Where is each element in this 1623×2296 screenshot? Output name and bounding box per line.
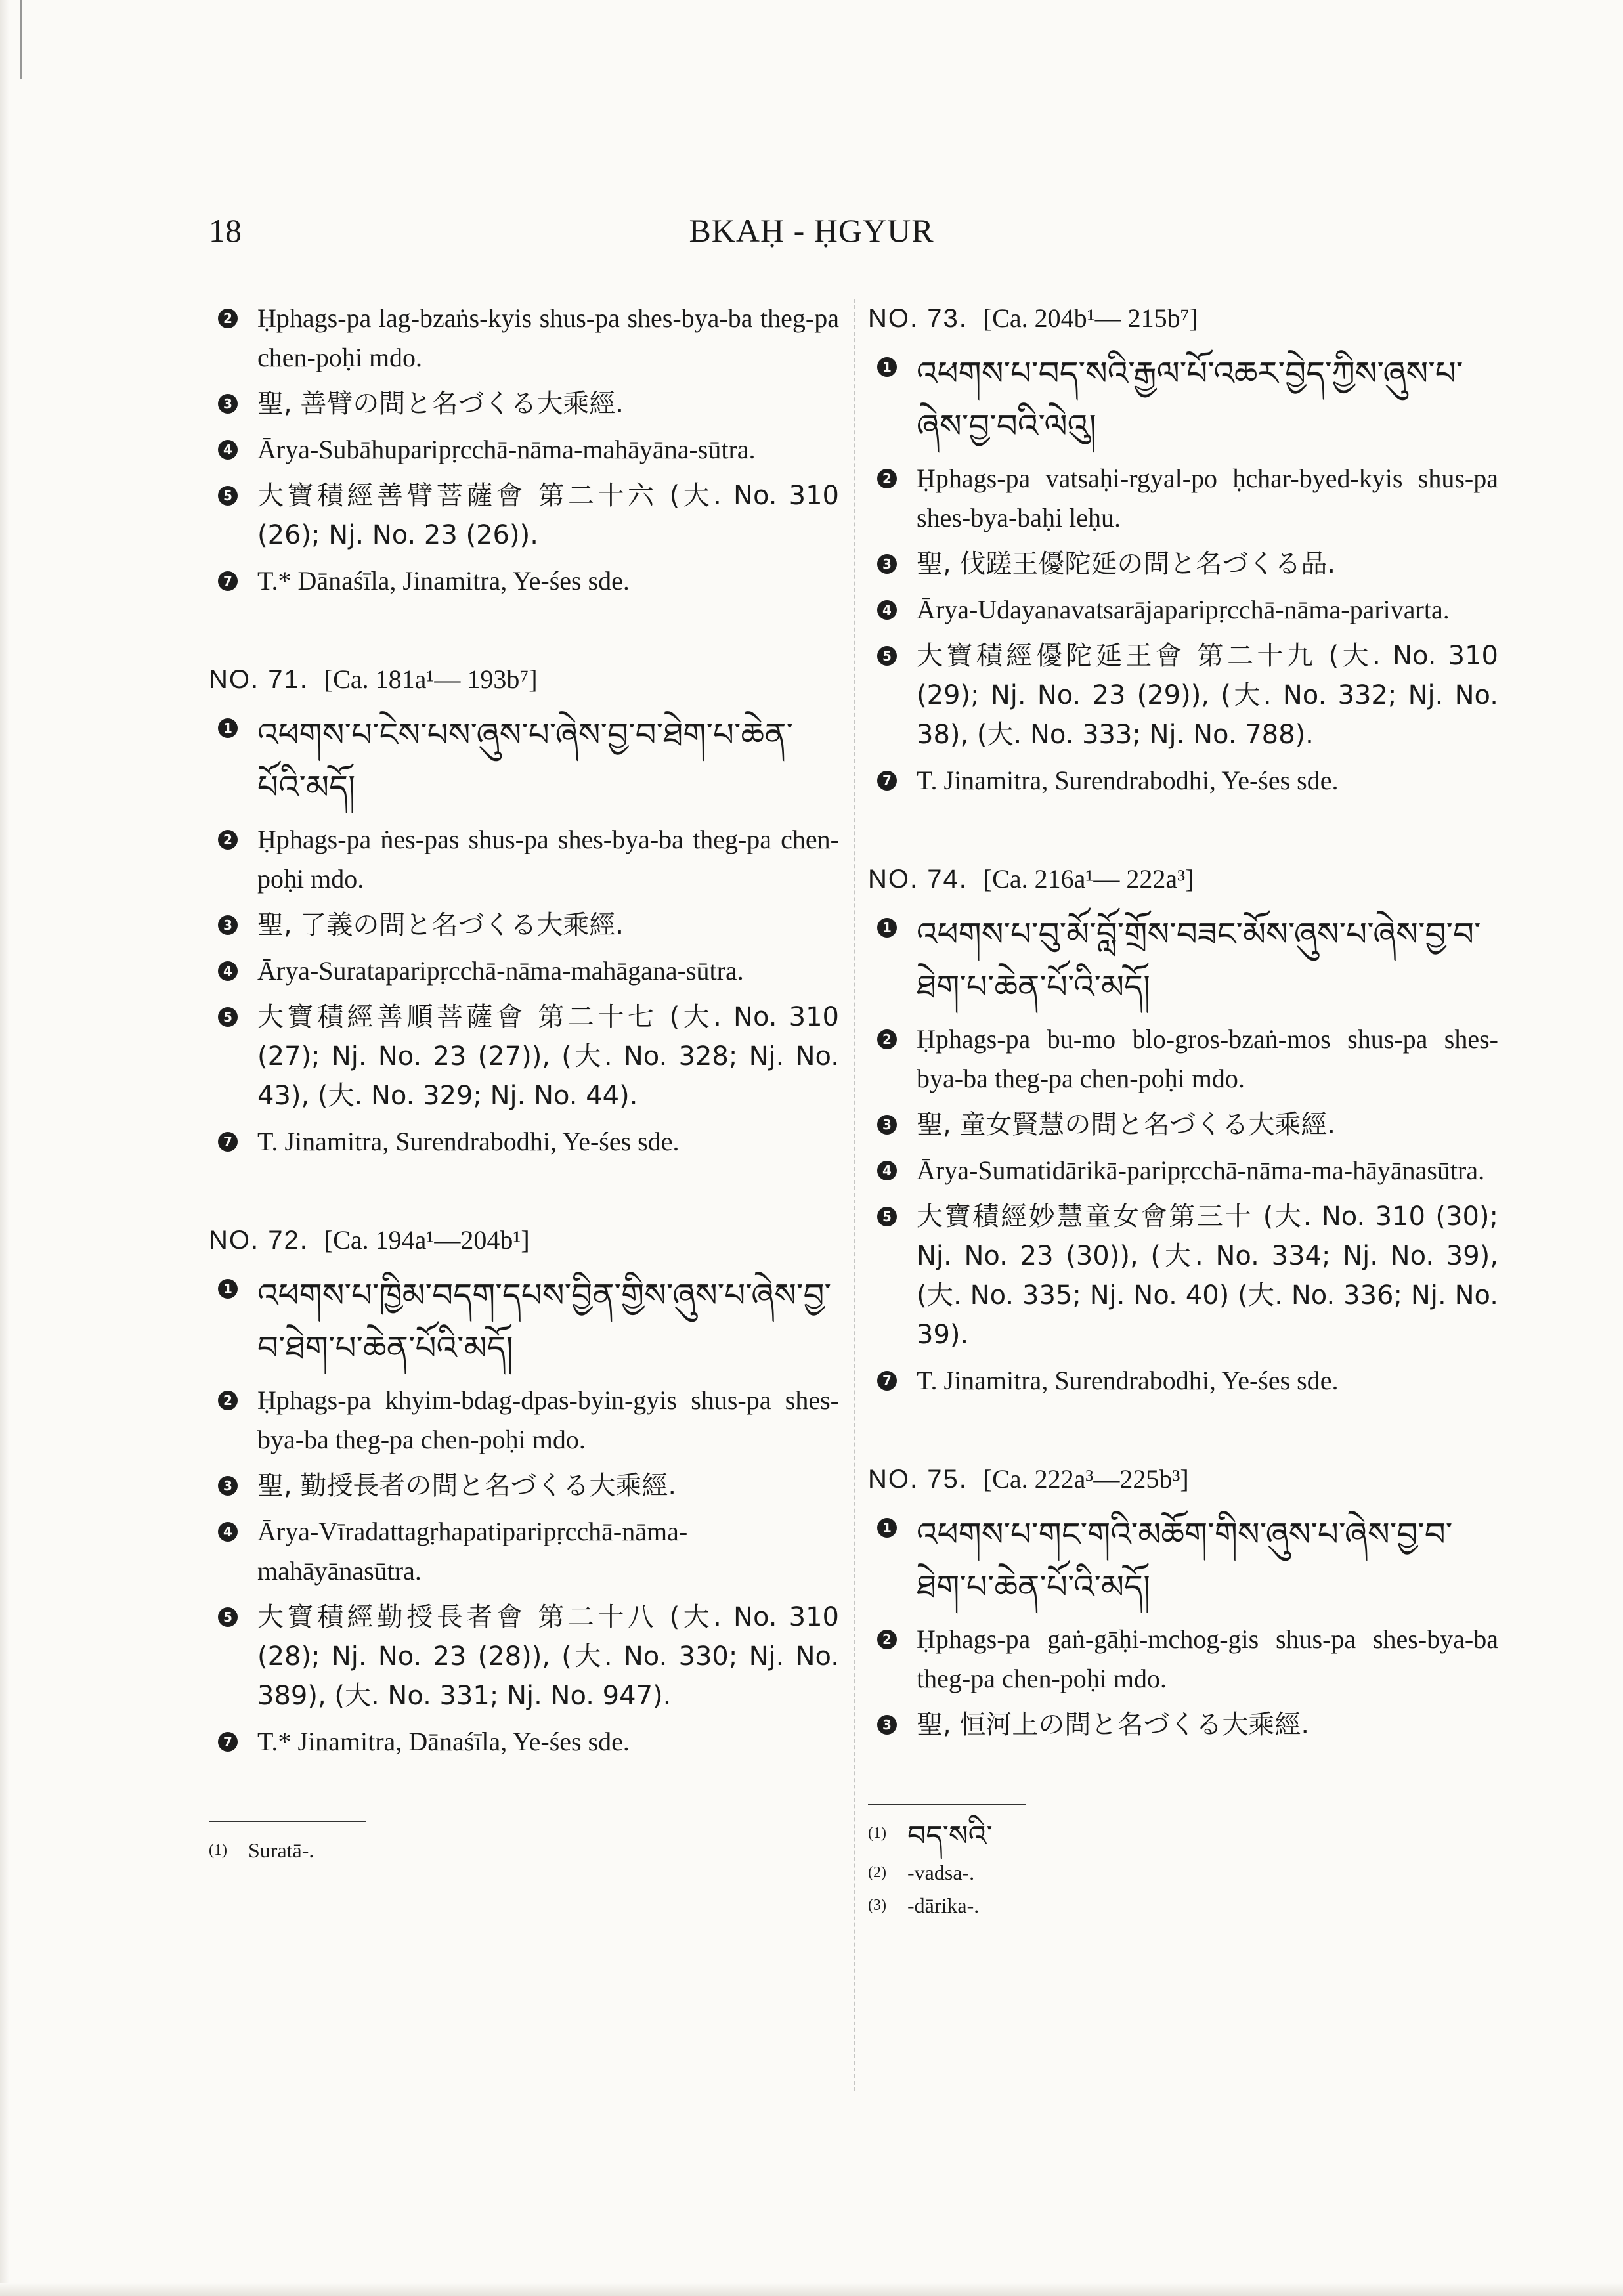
entry-text: Ḥphags-pa gaṅ-gāḥi-mchog-gis shus-pa shes-bya-ba theg-pa chen-poḥi mdo. — [917, 1624, 1498, 1693]
entry-line — [868, 459, 1498, 538]
entry-line — [868, 1508, 1498, 1613]
page-number: 18 — [209, 212, 242, 249]
entry-heading — [868, 299, 1498, 338]
footnote-mark: (2) — [868, 1864, 886, 1881]
entry-line — [209, 561, 839, 601]
circled-number-icon: 5 — [218, 1007, 238, 1027]
entry-line — [868, 1151, 1498, 1190]
entry-line — [868, 1705, 1498, 1744]
entry-line — [868, 636, 1498, 754]
circled-number-icon: 2 — [877, 1029, 897, 1049]
circled-number-icon: 3 — [877, 554, 897, 574]
entry-text: T.* Dānaśīla, Jinamitra, Ye-śes sde. — [257, 566, 630, 596]
circled-number-icon: 4 — [877, 600, 897, 620]
entry-line — [209, 299, 839, 378]
entry-line — [209, 708, 839, 813]
running-head: BKAḤ - ḤGYUR — [689, 212, 934, 249]
entry-text: 聖, 勤授長者の問と名づくる大乘經. — [257, 1471, 677, 1501]
circled-number-icon: 7 — [218, 1732, 238, 1752]
entry-text: T. Jinamitra, Surendrabodhi, Ye-śes sde. — [257, 1127, 680, 1156]
footnote — [868, 1889, 1498, 1922]
entry-line — [209, 1512, 839, 1591]
entry-text: 聖, 童女賢慧の問と名づくる大乘經. — [917, 1110, 1336, 1140]
footnote-mark: (3) — [868, 1897, 886, 1914]
entry-text: 大寶積經妙慧童女會第三十 (大. No. 310 (30); Nj. No. 23 (30)), (大. No. 334; Nj. No. 39), (大. No. 335; Nj. No. 40) (大. No. 336; Nj. No. 39). — [917, 1202, 1498, 1350]
column-divider — [854, 299, 856, 2091]
circled-number-icon: 1 — [218, 718, 238, 738]
circled-number-icon: 7 — [877, 1371, 897, 1391]
entry-text: 聖, 了義の問と名づくる大乘經. — [257, 910, 624, 940]
circled-number-icon: 3 — [218, 394, 238, 414]
right-column — [868, 299, 1498, 1922]
left-column — [209, 299, 839, 1867]
circled-number-icon: 5 — [218, 1607, 238, 1627]
entry-text: T. Jinamitra, Surendrabodhi, Ye-śes sde. — [917, 1366, 1339, 1395]
entry-heading — [868, 859, 1498, 899]
entry-text: Ārya-Vīradattagṛhapatiparipṛcchā-nāma-mahāyānasūtra. — [257, 1517, 688, 1586]
entry-line — [209, 1466, 839, 1505]
entry-text: Ārya-Udayanavatsarājaparipṛcchā-nāma-parivarta. — [917, 595, 1450, 624]
page-bottom-edge — [0, 2283, 1623, 2296]
catalog-entry — [209, 1221, 839, 1762]
footnote-text: Suratā-. — [248, 1838, 314, 1862]
circled-number-icon: 2 — [218, 309, 238, 328]
circled-number-icon: 2 — [877, 1630, 897, 1649]
catalog-entry — [209, 660, 839, 1161]
entry-text: Ḥphags-pa khyim-bdag-dpas-byin-gyis shus-pa shes-bya-ba theg-pa chen-poḥi mdo. — [257, 1385, 839, 1454]
entry-line — [868, 1361, 1498, 1400]
entry-text: T. Jinamitra, Surendrabodhi, Ye-śes sde. — [917, 766, 1339, 795]
folio-reference: [Ca. 181a¹— 193b⁷] — [324, 664, 538, 694]
circled-number-icon: 1 — [877, 357, 897, 377]
entry-text: Ḥphags-pa vatsaḥi-rgyal-po ḥchar-byed-kyis shus-pa shes-bya-baḥi leḥu. — [917, 464, 1498, 532]
circled-number-icon: 5 — [877, 1207, 897, 1226]
entry-line — [868, 544, 1498, 584]
entry-text: 聖, 伐蹉王優陀延の問と名づくる品. — [917, 549, 1336, 579]
entry-number: NO. 74. — [868, 865, 968, 894]
entry-line — [209, 1122, 839, 1161]
circled-number-icon: 4 — [877, 1161, 897, 1180]
circled-number-icon: 3 — [877, 1715, 897, 1735]
circled-number-icon: 5 — [877, 646, 897, 666]
entry-line — [868, 1197, 1498, 1354]
entry-line — [868, 1105, 1498, 1144]
circled-number-icon: 1 — [218, 1279, 238, 1299]
entry-text: Ḥphags-pa ṅes-pas shus-pa shes-bya-ba theg-pa chen-poḥi mdo. — [257, 825, 839, 894]
tibetan-title: འཕགས་པ་ངེས་པས་ཞུས་པ་ཞེས་བྱ་བ་ཐེག་པ་ཆེན་པོའི་མདོ། — [257, 716, 793, 806]
catalog-entry — [868, 299, 1498, 800]
footnote-mark: (1) — [209, 1842, 227, 1859]
catalog-entry — [868, 1460, 1498, 1744]
circled-number-icon: 2 — [218, 830, 238, 850]
circled-number-icon: 3 — [218, 915, 238, 935]
footnote — [868, 1817, 1498, 1856]
circled-number-icon: 4 — [218, 440, 238, 460]
entry-line — [209, 997, 839, 1116]
entry-text: Ārya-Surataparipṛcchā-nāma-mahāgana-sūtra. — [257, 956, 744, 986]
entry-line — [209, 1597, 839, 1716]
entry-text: Ārya-Sumatidārikā-paripṛcchā-nāma-ma-hāyānasūtra. — [917, 1156, 1485, 1185]
circled-number-icon: 7 — [218, 571, 238, 591]
circled-number-icon: 7 — [877, 771, 897, 791]
entry-text: 聖, 恒河上の問と名づくる大乘經. — [917, 1710, 1310, 1740]
entry-line — [209, 820, 839, 899]
entry-text: 大寶積經善順菩薩會 第二十七 (大. No. 310 (27); Nj. No. 23 (27)), (大. No. 328; Nj. No. 43), (大. No. 329; Nj. No. 44). — [257, 1002, 839, 1111]
entry-line — [209, 1269, 839, 1374]
entry-line — [868, 908, 1498, 1013]
footnote-text: -dārika-. — [907, 1894, 980, 1917]
entry-text: 聖, 善臂の問と名づくる大乘經. — [257, 389, 624, 419]
entry-number: NO. 72. — [209, 1226, 309, 1255]
entry-number: NO. 75. — [868, 1465, 968, 1494]
tibetan-title: འཕགས་པ་བུ་མོ་བློ་གྲོས་བཟང་མོས་ཞུས་པ་ཞེས་བྱ་བ་ཐེག་པ་ཆེན་པོ་འི་མདོ། — [917, 915, 1481, 1006]
entry-line — [868, 1620, 1498, 1699]
entry-text: Ḥphags-pa lag-bzaṅs-kyis shus-pa shes-bya-ba theg-pa chen-poḥi mdo. — [257, 303, 839, 372]
footnote — [209, 1834, 839, 1867]
entry-line — [209, 951, 839, 991]
folio-reference: [Ca. 194a¹—204b¹] — [324, 1225, 530, 1255]
entry-line — [868, 1020, 1498, 1098]
circled-number-icon: 7 — [218, 1132, 238, 1152]
circled-number-icon: 3 — [877, 1115, 897, 1135]
entry-text: Ḥphags-pa bu-mo blo-gros-bzaṅ-mos shus-pa shes-bya-ba theg-pa chen-poḥi mdo. — [917, 1024, 1498, 1093]
tibetan-title: འཕགས་པ་གང་གའི་མཆོག་གིས་ཞུས་པ་ཞེས་བྱ་བ་ཐེག་པ་ཆེན་པོ་འི་མདོ། — [917, 1515, 1453, 1606]
entry-line — [868, 761, 1498, 800]
circled-number-icon: 4 — [218, 1522, 238, 1542]
circled-number-icon: 2 — [877, 469, 897, 488]
circled-number-icon: 5 — [218, 486, 238, 506]
entry-line — [209, 1722, 839, 1762]
entry-line — [209, 430, 839, 469]
entry-heading — [868, 1460, 1498, 1499]
entry-line — [209, 384, 839, 423]
circled-number-icon: 3 — [218, 1476, 238, 1496]
entry-number: NO. 73. — [868, 304, 968, 333]
entry-heading — [209, 660, 839, 699]
folio-reference: [Ca. 222a³—225b³] — [983, 1464, 1189, 1494]
scan-edge — [0, 0, 9, 2296]
entry-heading — [209, 1221, 839, 1260]
tibetan-title: འཕགས་པ་བད་སའི་རྒྱལ་པོ་འཆར་བྱེད་ཀྱིས་ཞུས་པ་ཞེས་བྱ་བའི་ལེའུ། — [917, 355, 1463, 445]
entry-line — [868, 347, 1498, 452]
entry-text: 大寶積經善臂菩薩會 第二十六 (大. No. 310 (26); Nj. No. 23 (26)). — [257, 481, 839, 550]
scan-mark — [20, 0, 22, 79]
entry-line — [868, 590, 1498, 630]
entry-text: Ārya-Subāhuparipṛcchā-nāma-mahāyāna-sūtra. — [257, 435, 756, 464]
circled-number-icon: 1 — [877, 918, 897, 938]
circled-number-icon: 2 — [218, 1391, 238, 1410]
entry-line — [209, 476, 839, 555]
folio-reference: [Ca. 204b¹— 215b⁷] — [983, 303, 1198, 333]
entry-text: 大寶積經勤授長者會 第二十八 (大. No. 310 (28); Nj. No. 23 (28)), (大. No. 330; Nj. No. 389), (大. No. 331; Nj. No. 947). — [257, 1602, 839, 1711]
entry-line — [209, 905, 839, 945]
footnote-rule — [209, 1821, 366, 1822]
footnote-text: བད་སའི་ — [907, 1819, 993, 1853]
folio-reference: [Ca. 216a¹— 222a³] — [983, 864, 1194, 894]
circled-number-icon: 4 — [218, 961, 238, 981]
continued-entry — [209, 299, 839, 601]
footnote — [868, 1856, 1498, 1889]
entry-line — [209, 1381, 839, 1460]
footnote-text: -vadsa-. — [907, 1861, 975, 1884]
entry-text: 大寶積經優陀延王會 第二十九 (大. No. 310 (29); Nj. No. 23 (29)), (大. No. 332; Nj. No. 38), (大. No. 333; Nj. No. 788). — [917, 641, 1498, 750]
entry-number: NO. 71. — [209, 665, 309, 694]
footnote-mark: (1) — [868, 1825, 886, 1842]
entry-text: T.* Jinamitra, Dānaśīla, Ye-śes sde. — [257, 1727, 630, 1756]
catalog-entry — [868, 859, 1498, 1400]
circled-number-icon: 1 — [877, 1518, 897, 1538]
footnote-rule — [868, 1804, 1026, 1805]
tibetan-title: འཕགས་པ་ཁྱིམ་བདག་དཔས་བྱིན་གྱིས་ཞུས་པ་ཞེས་བྱ་བ་ཐེག་པ་ཆེན་པོའི་མདོ། — [257, 1276, 832, 1367]
